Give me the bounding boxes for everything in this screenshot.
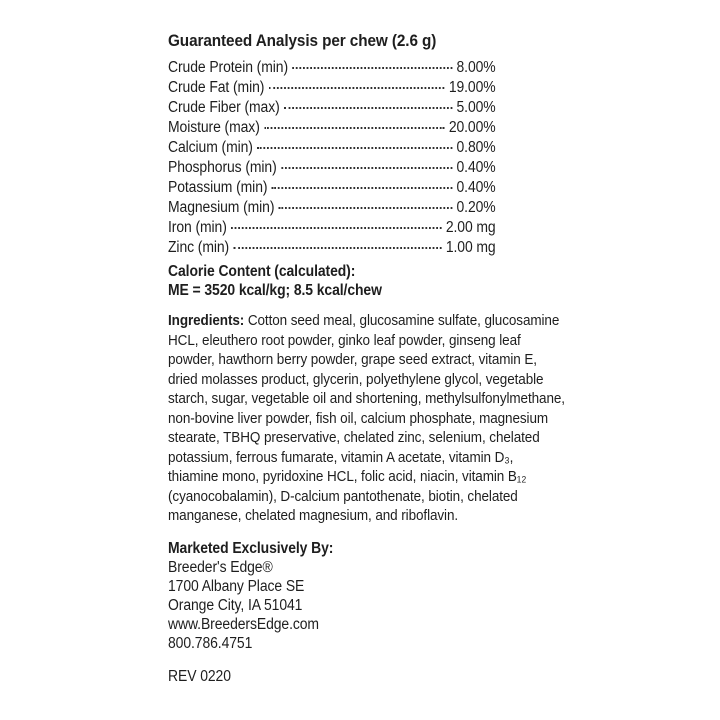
analysis-row	[168, 99, 496, 119]
analysis-row-label: Potassium (min)	[168, 179, 268, 196]
dot-leader	[281, 167, 452, 169]
calorie-content-value: ME = 3520 kcal/kg; 8.5 kcal/chew	[168, 282, 382, 299]
dot-leader	[279, 207, 452, 209]
analysis-row-label: Calcium (min)	[168, 139, 253, 156]
website-url: www.BreedersEdge.com	[168, 615, 319, 633]
calorie-content-heading: Calorie Content (calculated):	[168, 263, 356, 280]
analysis-row	[168, 139, 496, 159]
calorie-content-section	[168, 262, 566, 300]
analysis-row-value: 20.00%	[448, 119, 496, 136]
analysis-row-label: Moisture (max)	[168, 119, 260, 136]
analysis-row-value: 19.00%	[448, 79, 496, 96]
dot-leader	[234, 247, 442, 249]
brand-name: Breeder's Edge®	[168, 558, 273, 576]
analysis-row	[168, 199, 496, 219]
analysis-row-value: 0.20%	[456, 199, 496, 216]
address-line-2: Orange City, IA 51041	[168, 596, 303, 614]
phone-number: 800.786.4751	[168, 634, 253, 652]
analysis-row-label: Phosphorus (min)	[168, 159, 277, 176]
analysis-row	[168, 179, 496, 199]
analysis-row	[168, 59, 496, 79]
analysis-row-label: Crude Fiber (max)	[168, 99, 280, 116]
dot-leader	[231, 227, 441, 229]
dot-leader	[272, 187, 452, 189]
dot-leader	[284, 107, 452, 109]
analysis-row-label: Magnesium (min)	[168, 199, 275, 216]
analysis-row	[168, 119, 496, 139]
analysis-row	[168, 159, 496, 179]
marketed-by-section	[168, 539, 566, 653]
dot-leader	[264, 127, 444, 129]
analysis-row-value: 0.40%	[456, 179, 496, 196]
analysis-row-value: 0.40%	[456, 159, 496, 176]
ingredients-label: Ingredients:	[168, 312, 245, 329]
dot-leader	[269, 87, 444, 89]
ingredients-text: Cotton seed meal, glucosamine sulfate, glucosamine HCL, eleuthero root powder, ginko leaf powder, ginseng leaf powder, hawthorn berry powder, grape seed extract, vitamin E, dried molasses product, glycerin, polyethylene glycol, vegetable starch, sugar, vegetable oil and shortening, methylsulfonylmethane, non-bovine liver powder, fish oil, calcium phosphate, magnesium stearate, TBHQ preservative, chelated zinc, selenium, chelated potassium, ferrous fumarate, vitamin A acetate, vitamin D₃, thiamine mono, pyridoxine HCL, folic acid, niacin, vitamin B₁₂ (cyanocobalamin), D-calcium pantothenate, biotin, chelated manganese, chelated magnesium, and riboflavin.	[168, 312, 565, 524]
guaranteed-analysis-title: Guaranteed Analysis per chew (2.6 g)	[168, 31, 437, 50]
analysis-row	[168, 239, 496, 259]
marketed-by-heading: Marketed Exclusively By:	[168, 539, 334, 557]
analysis-row	[168, 79, 496, 99]
analysis-row-label: Crude Protein (min)	[168, 59, 289, 76]
dot-leader	[257, 147, 452, 149]
dot-leader	[293, 67, 452, 69]
revision-code: REV 0220	[168, 667, 231, 685]
analysis-row-value: 8.00%	[456, 59, 496, 76]
guaranteed-analysis-table	[168, 59, 496, 259]
address-line-1: 1700 Albany Place SE	[168, 577, 305, 595]
analysis-row-value: 2.00 mg	[445, 219, 496, 236]
label-content	[168, 31, 566, 686]
ingredients-paragraph	[168, 311, 566, 526]
analysis-row-value: 5.00%	[456, 99, 496, 116]
analysis-row	[168, 219, 496, 239]
analysis-row-label: Iron (min)	[168, 219, 227, 236]
analysis-row-value: 1.00 mg	[445, 239, 496, 256]
analysis-row-label: Zinc (min)	[168, 239, 230, 256]
analysis-row-label: Crude Fat (min)	[168, 79, 265, 96]
analysis-row-value: 0.80%	[456, 139, 496, 156]
